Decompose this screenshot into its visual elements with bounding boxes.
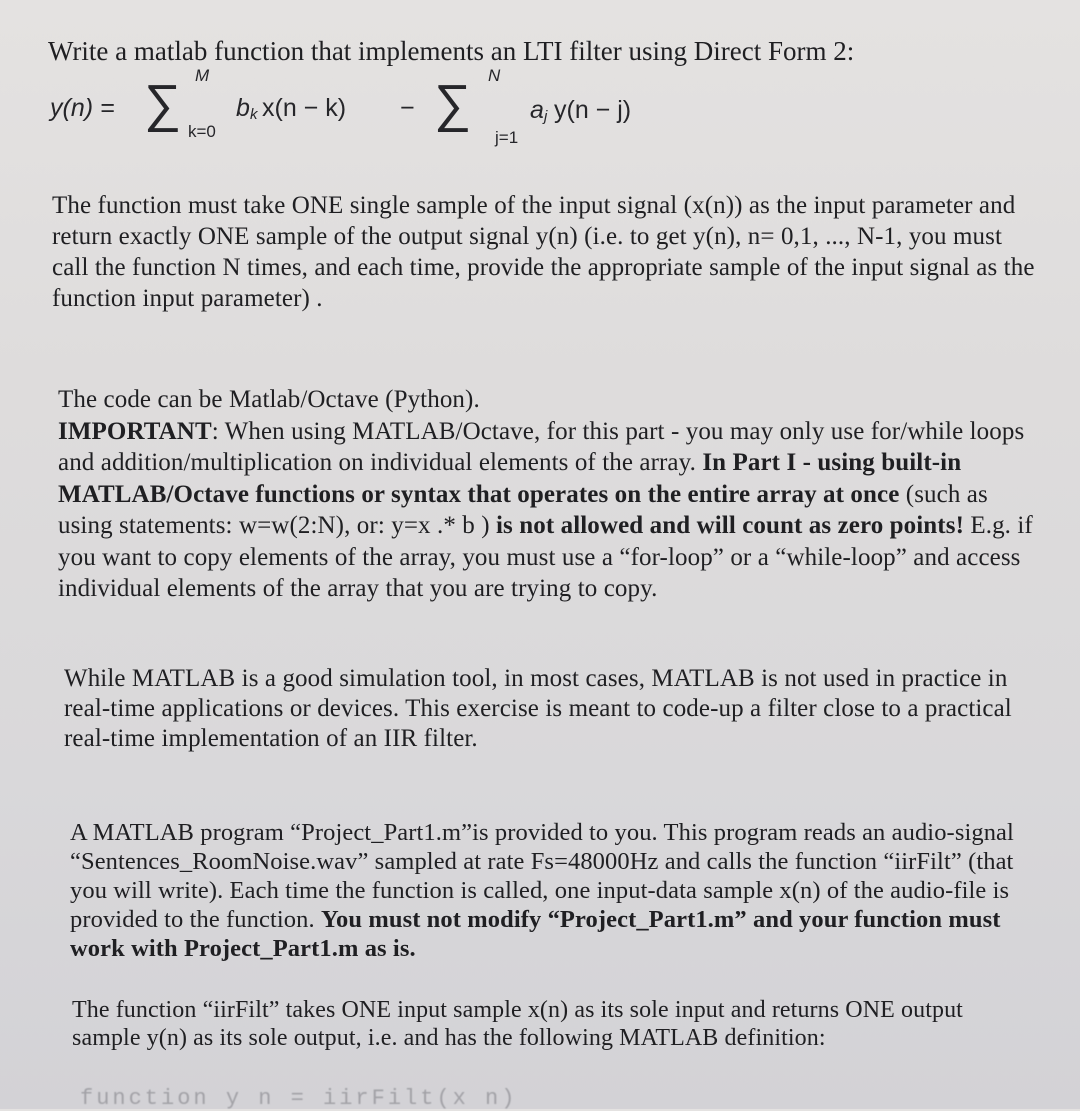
sum2-lower-limit: j=1 xyxy=(495,128,519,147)
code-language-note: The code can be Matlab/Octave (Python). xyxy=(58,386,480,413)
restriction-example: (such as using statements: w=w(2:N), or: y=x .* b ) xyxy=(58,480,988,539)
sum1-upper-limit: M xyxy=(195,66,210,85)
equation-minus: − xyxy=(400,94,415,122)
term2-signal: y(n − j) xyxy=(554,96,632,124)
paragraph-constraints xyxy=(58,384,1048,605)
paragraph-iirfilt-definition: The function “iirFilt” takes ONE input sample x(n) as its sole input and returns ONE output sample y(n) as its sole output, i.e. and has the following MATLAB definition: xyxy=(72,997,963,1051)
sum-symbol-1: ∑ xyxy=(144,75,182,133)
assignment-heading: Write a matlab function that implements an LTI filter using Direct Form 2: xyxy=(48,36,855,66)
paragraph-input-output: The function must take ONE single sample of the input signal (x(n)) as the input parameter and return exactly ONE sample of the output signal y(n) (i.e. to get y(n), n= 0,1, ..., N-1, you must call the function N times, and each time, provide the appropriate sample of the input signal as the function input parameter) . xyxy=(52,192,1035,312)
important-text: : When using MATLAB/Octave, for this part - you may only use for/while loops and addition/multiplication on individual elements of the array. xyxy=(58,417,1025,476)
do-not-modify-warning: You must not modify “Project_Part1.m” and your function must work with Project_Part1.m as is. xyxy=(70,906,1001,962)
equation-lhs: y(n) = xyxy=(50,94,115,122)
direct-form-equation xyxy=(48,66,808,152)
term1-coefficient: b xyxy=(236,94,250,122)
paragraph-project-program xyxy=(70,818,1045,963)
function-signature-cutoff: function y n = iirFilt(x n) xyxy=(80,1086,518,1111)
zero-points-warning: is not allowed and will count as zero points! xyxy=(496,512,964,539)
part1-restriction: In Part I - using built-in MATLAB/Octave functions or syntax that operates on the entire array at once xyxy=(58,449,962,508)
project-program-text: A MATLAB program “Project_Part1.m”is provided to you. This program reads an audio-signal “Sentences_RoomNoise.wav” sampled at rate Fs=48000Hz and calls the function “iirFilt” (that you will write). Each time the function is called, one input-data sample x(n) of the audio-file is provided to the function. xyxy=(70,819,1014,933)
term2-subscript: j xyxy=(544,108,548,125)
term1-signal: x(n − k) xyxy=(262,94,347,122)
sum2-upper-limit: N xyxy=(488,66,501,85)
important-label: IMPORTANT xyxy=(58,417,212,445)
term1-subscript: k xyxy=(250,106,258,123)
term2-coefficient: a xyxy=(530,96,544,124)
sum-symbol-2: ∑ xyxy=(434,75,472,133)
copy-loop-example: E.g. if you want to copy elements of the array, you must use a “for-loop” or a “while-loop” and access individual elements of the array that you are trying to copy. xyxy=(58,512,1033,602)
paragraph-realtime-motivation: While MATLAB is a good simulation tool, in most cases, MATLAB is not used in practice in real-time applications or devices. This exercise is meant to code-up a filter close to a practical real-time implementation of an IIR filter. xyxy=(64,665,1012,752)
sum1-lower-limit: k=0 xyxy=(188,122,216,141)
